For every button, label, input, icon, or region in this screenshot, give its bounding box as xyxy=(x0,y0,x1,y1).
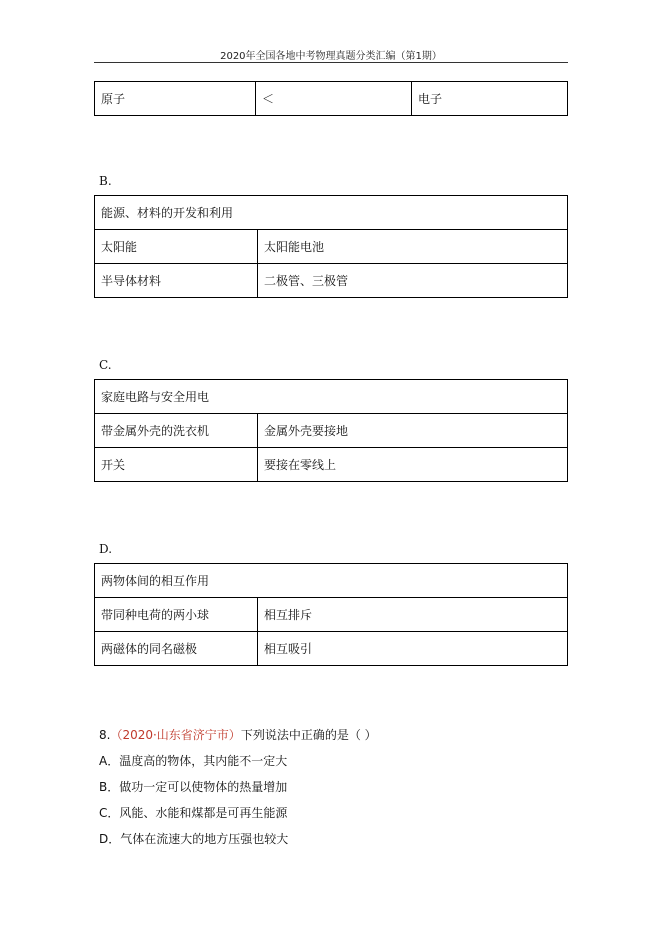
table-title-cell: 家庭电路与安全用电 xyxy=(95,380,568,414)
table-cell: 太阳能 xyxy=(95,230,258,264)
option-d-label: D. xyxy=(99,542,113,556)
table-cell: 带同种电荷的两小球 xyxy=(95,598,258,632)
option-c-label: C. xyxy=(99,358,112,372)
choice-c: C．风能、水能和煤都是可再生能源 xyxy=(99,806,288,820)
table-row xyxy=(95,564,568,598)
question-number: 8. xyxy=(99,728,111,742)
table-cell: 要接在零线上 xyxy=(258,448,568,482)
table-row xyxy=(95,196,568,230)
table-row xyxy=(95,414,568,448)
table-title-cell: 两物体间的相互作用 xyxy=(95,564,568,598)
table-row xyxy=(95,598,568,632)
table-title-cell: 能源、材料的开发和利用 xyxy=(95,196,568,230)
option-b-label: B. xyxy=(99,174,112,188)
table-cell: 金属外壳要接地 xyxy=(258,414,568,448)
table-cell: 带金属外壳的洗衣机 xyxy=(95,414,258,448)
question-stem: 下列说法中正确的是（ ） xyxy=(240,728,377,742)
table-row xyxy=(95,230,568,264)
option-d-table xyxy=(94,563,568,666)
question-8 xyxy=(99,726,377,743)
page-header: 2020年全国各地中考物理真题分类汇编（第1期） xyxy=(94,47,568,63)
table-cell: 电子 xyxy=(412,82,568,116)
table-cell: 太阳能电池 xyxy=(258,230,568,264)
table-row xyxy=(95,264,568,298)
table-row xyxy=(95,380,568,414)
table-cell: 二极管、三极管 xyxy=(258,264,568,298)
table-cell: 原子 xyxy=(95,82,256,116)
question-source: （2020·山东省济宁市） xyxy=(110,728,241,742)
option-b-table xyxy=(94,195,568,298)
table-row xyxy=(95,632,568,666)
table-cell: 相互排斥 xyxy=(258,598,568,632)
choice-d: D．气体在流速大的地方压强也较大 xyxy=(99,832,289,846)
table-cell: 两磁体的同名磁极 xyxy=(95,632,258,666)
table-cell: 半导体材料 xyxy=(95,264,258,298)
table-row xyxy=(95,448,568,482)
table-cell: 开关 xyxy=(95,448,258,482)
table-row xyxy=(95,82,568,116)
top-table xyxy=(94,81,568,116)
table-cell: ＜ xyxy=(256,82,412,116)
table-cell: 相互吸引 xyxy=(258,632,568,666)
option-c-table xyxy=(94,379,568,482)
choice-b: B．做功一定可以使物体的热量增加 xyxy=(99,780,288,794)
choice-a: A．温度高的物体，其内能不一定大 xyxy=(99,754,288,768)
